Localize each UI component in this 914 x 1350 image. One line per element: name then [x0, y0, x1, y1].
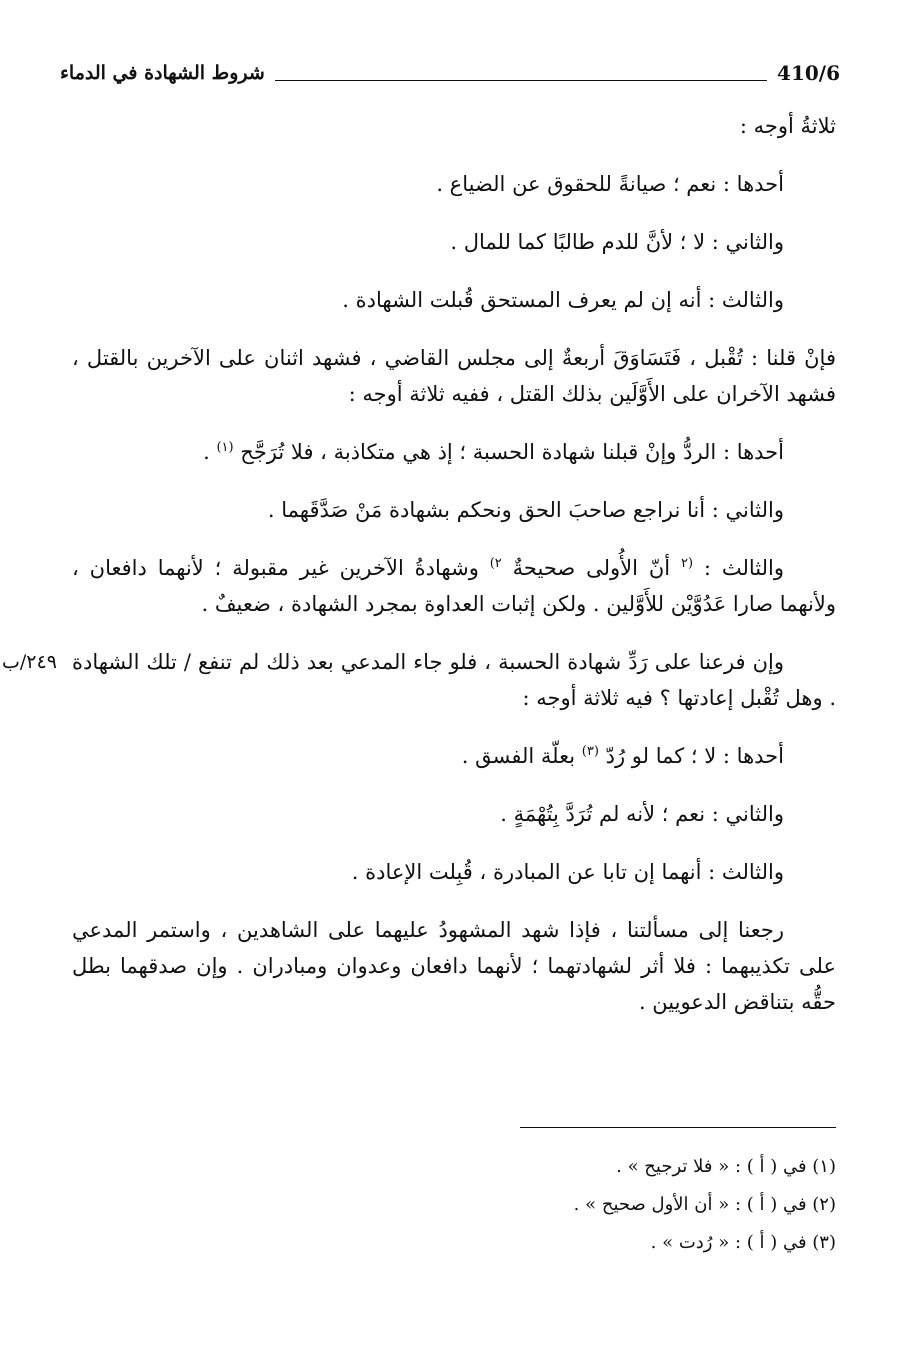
paragraph: والثالث : أنه إن لم يعرف المستحق قُبلت الشهادة .	[342, 288, 784, 312]
footnote: (١) في ( أ ) : « فلا ترجيح » .	[616, 1156, 836, 1177]
paragraph: والثاني : نعم ؛ لأنه لم تُرَدَّ بِتُهْمَةٍ .	[500, 802, 784, 826]
page-header	[60, 56, 840, 90]
header-rule	[275, 80, 767, 81]
paragraph-text: أنّ الأُولى صحيحةٌ	[501, 556, 681, 580]
paragraph	[72, 550, 836, 622]
paragraph: ثلاثةُ أوجه :	[739, 114, 836, 138]
manuscript-folio-ref: ٢٤٩/ب	[2, 651, 57, 673]
footnote-ref: (٢	[680, 556, 694, 571]
paragraph-text: .	[203, 440, 217, 464]
paragraph: والثاني : أنا نراجع صاحبَ الحق ونحكم بشهادة مَنْ صَدَّقَهما .	[267, 498, 784, 522]
paragraph-text: والثالث :	[693, 556, 784, 580]
footnote-ref: (١)	[216, 440, 234, 455]
page-reference: 410/6	[777, 61, 840, 85]
paragraph: أحدها : نعم ؛ صيانةً للحقوق عن الضياع .	[436, 172, 784, 196]
paragraph-text: وإن فرعنا على رَدِّ شهادة الحسبة ، فلو جاء المدعي بعد ذلك لم تنفع / تلك الشهادة . وهل تُقْبل إعادتها ؟ فيه ثلاثة أوجه :	[72, 650, 836, 710]
paragraph	[2, 644, 836, 716]
paragraph: فإنْ قلنا : تُقْبل ، فَتَسَاوَقَ أربعةٌ إلى مجلس القاضي ، فشهد اثنان على الآخرين بالقتل ، فشهد الآخران على الأَوَّلَين بذلك القتل ، ففيه ثلاثة أوجه :	[72, 346, 836, 406]
footnotes	[72, 1148, 836, 1262]
paragraph-text: أحدها : لا ؛ كما لو رُدّ	[605, 744, 784, 768]
paragraph-text: بعلّة الفسق .	[461, 744, 582, 768]
paragraph: رجعنا إلى مسألتنا ، فإذا شهد المشهودُ عليهما على الشاهدين ، واستمر المدعي على تكذيبهما : فلا أثر لشهادتهما ؛ لأنهما دافعان وعدوان ومبادران . وإن صدقهما بطل حقُّه بتناقض الدعويين .	[72, 918, 836, 1014]
footnote: (٢) في ( أ ) : « أن الأول صحيح » .	[573, 1194, 836, 1215]
footnote: (٣) في ( أ ) : « رُدت » .	[650, 1232, 836, 1253]
paragraph: والثالث : أنهما إن تابا عن المبادرة ، قُبِلت الإعادة .	[351, 860, 784, 884]
paragraph: والثاني : لا ؛ لأنَّ للدم طالبًا كما للمال .	[450, 230, 784, 254]
paragraph-text: وشهادةُ الآخرين غير مقبولة ؛ لأنهما دافعان ، ولأنهما صارا عَدُوَّيْن للأَوَّلين . ولكن إثبات العداوة بمجرد الشهادة ، ضعيفٌ .	[72, 556, 836, 616]
paragraph-text: أحدها : الردُّ وإنْ قبلنا شهادة الحسبة ؛ إذ هي متكاذبة ، فلا تُرَجَّح	[240, 440, 784, 464]
footnote-ref: (٣)	[581, 744, 599, 759]
footnote-rule	[520, 1127, 836, 1128]
paragraph	[72, 738, 836, 774]
paragraph	[72, 434, 836, 470]
main-text	[2, 108, 836, 1020]
footnote-ref: ٢)	[489, 556, 502, 571]
running-title: شروط الشهادة في الدماء	[60, 62, 265, 84]
